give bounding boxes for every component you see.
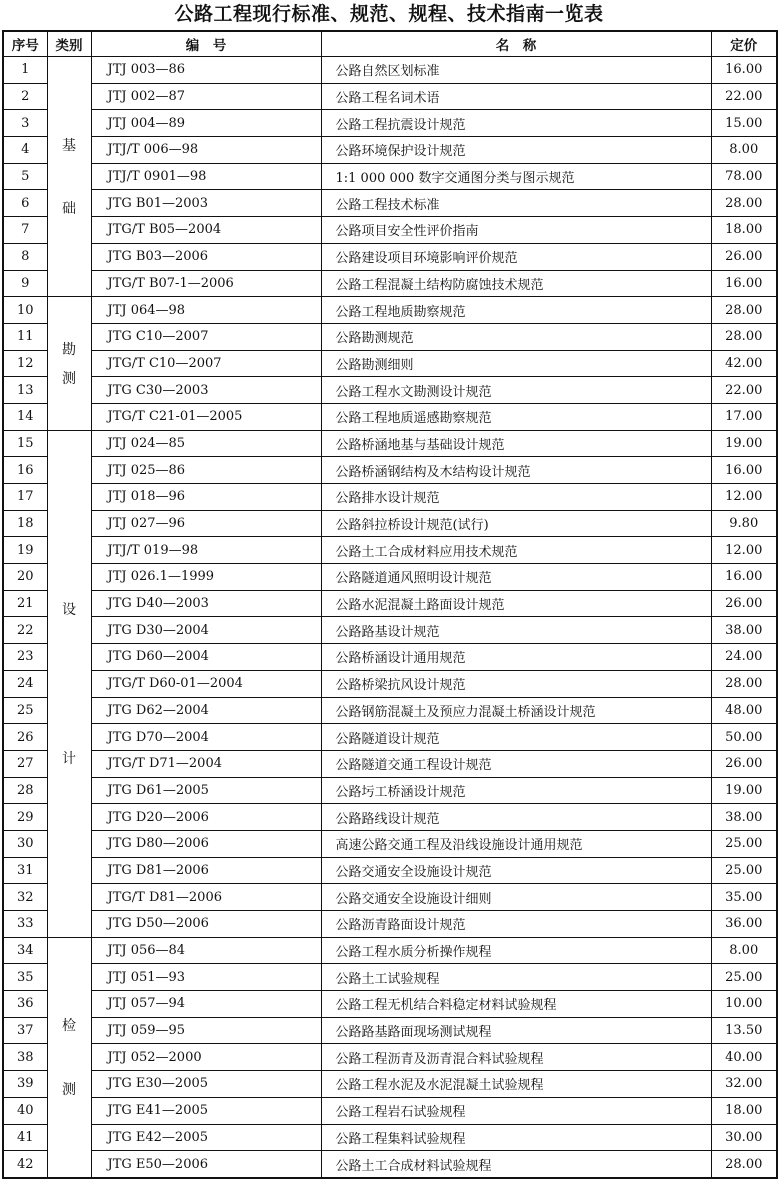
price: 28.00	[711, 670, 777, 697]
row-number: 13	[3, 377, 47, 404]
table-row	[3, 617, 777, 644]
price: 8.00	[711, 137, 777, 164]
price: 18.00	[711, 217, 777, 244]
standard-code: JTG C30—2003	[91, 377, 321, 404]
standard-name: 公路勘测规范	[321, 323, 711, 350]
standard-name: 公路桥梁抗风设计规范	[321, 670, 711, 697]
standard-code: JTG/T B07-1—2006	[91, 270, 321, 297]
standard-code: JTG D81—2006	[91, 857, 321, 884]
standard-name: 公路排水设计规范	[321, 484, 711, 511]
table-row	[3, 697, 777, 724]
header-price: 定价	[711, 31, 777, 57]
standard-code: JTJ 064—98	[91, 297, 321, 324]
price: 28.00	[711, 323, 777, 350]
standard-code: JTJ 026.1—1999	[91, 564, 321, 591]
table-row	[3, 724, 777, 751]
row-number: 19	[3, 537, 47, 564]
header-name: 名 称	[321, 31, 711, 57]
standard-code: JTJ 025—86	[91, 457, 321, 484]
standard-code: JTJ 004—89	[91, 110, 321, 137]
price: 28.00	[711, 1151, 777, 1178]
standard-code: JTJ 051—93	[91, 964, 321, 991]
standard-name: 公路路线设计规范	[321, 804, 711, 831]
standard-name: 公路路基路面现场测试规程	[321, 1017, 711, 1044]
table-body	[3, 57, 777, 1178]
table-row	[3, 964, 777, 991]
standard-name: 公路自然区划标准	[321, 57, 711, 84]
price: 19.00	[711, 430, 777, 457]
standard-code: JTG D62—2004	[91, 697, 321, 724]
row-number: 12	[3, 350, 47, 377]
standard-name: 公路土工合成材料试验规程	[321, 1151, 711, 1178]
price: 25.00	[711, 857, 777, 884]
standard-name: 公路环境保护设计规范	[321, 137, 711, 164]
table-row	[3, 1044, 777, 1071]
standard-code: JTJ 059—95	[91, 1017, 321, 1044]
price: 15.00	[711, 110, 777, 137]
standard-name: 公路工程集料试验规程	[321, 1124, 711, 1151]
price: 25.00	[711, 830, 777, 857]
price: 35.00	[711, 884, 777, 911]
price: 38.00	[711, 617, 777, 644]
row-number: 25	[3, 697, 47, 724]
price: 38.00	[711, 804, 777, 831]
table-row	[3, 430, 777, 457]
standard-name: 公路工程技术标准	[321, 190, 711, 217]
standard-code: JTG D80—2006	[91, 830, 321, 857]
standard-code: JTJ 056—84	[91, 937, 321, 964]
table-row	[3, 190, 777, 217]
standard-name: 公路工程混凝土结构防腐蚀技术规范	[321, 270, 711, 297]
category-char: 勘	[62, 341, 76, 358]
table-row	[3, 804, 777, 831]
price: 24.00	[711, 644, 777, 671]
row-number: 36	[3, 991, 47, 1018]
row-number: 20	[3, 564, 47, 591]
price: 42.00	[711, 350, 777, 377]
row-number: 34	[3, 937, 47, 964]
price: 10.00	[711, 991, 777, 1018]
table-row	[3, 670, 777, 697]
row-number: 6	[3, 190, 47, 217]
standard-name: 公路隧道交通工程设计规范	[321, 750, 711, 777]
standard-name: 公路斜拉桥设计规范(试行)	[321, 510, 711, 537]
standard-name: 公路建设项目环境影响评价规范	[321, 243, 711, 270]
row-number: 40	[3, 1097, 47, 1124]
table-row	[3, 750, 777, 777]
table-row	[3, 57, 777, 84]
row-number: 11	[3, 323, 47, 350]
standard-code: JTJ 057—94	[91, 991, 321, 1018]
standard-code: JTG/T B05—2004	[91, 217, 321, 244]
category-cell	[47, 937, 91, 1178]
table-row	[3, 1124, 777, 1151]
standard-code: JTG D40—2003	[91, 590, 321, 617]
standard-name: 公路工程抗震设计规范	[321, 110, 711, 137]
price: 8.00	[711, 937, 777, 964]
standard-name: 公路项目安全性评价指南	[321, 217, 711, 244]
standard-code: JTJ 002—87	[91, 83, 321, 110]
standard-code: JTJ 018—96	[91, 484, 321, 511]
table-row	[3, 217, 777, 244]
standard-name: 公路隧道通风照明设计规范	[321, 564, 711, 591]
table-row	[3, 830, 777, 857]
category-char: 测	[62, 371, 76, 388]
category-char: 检	[62, 1018, 76, 1035]
table-row	[3, 911, 777, 938]
table-row	[3, 1017, 777, 1044]
row-number: 24	[3, 670, 47, 697]
table-row	[3, 243, 777, 270]
table-row	[3, 884, 777, 911]
row-number: 4	[3, 137, 47, 164]
standard-name: 公路工程岩石试验规程	[321, 1097, 711, 1124]
price: 12.00	[711, 537, 777, 564]
table-row	[3, 83, 777, 110]
standard-name: 公路交通安全设施设计规范	[321, 857, 711, 884]
standard-code: JTG E30—2005	[91, 1071, 321, 1098]
row-number: 10	[3, 297, 47, 324]
table-row	[3, 350, 777, 377]
header-row	[3, 31, 777, 57]
table-row	[3, 377, 777, 404]
row-number: 33	[3, 911, 47, 938]
standard-name: 公路工程沥青及沥青混合料试验规程	[321, 1044, 711, 1071]
price: 50.00	[711, 724, 777, 751]
price: 9.80	[711, 510, 777, 537]
price: 78.00	[711, 163, 777, 190]
standard-name: 公路水泥混凝土路面设计规范	[321, 590, 711, 617]
standard-name: 公路钢筋混凝土及预应力混凝土桥涵设计规范	[321, 697, 711, 724]
row-number: 38	[3, 1044, 47, 1071]
price: 19.00	[711, 777, 777, 804]
price: 22.00	[711, 83, 777, 110]
table-row	[3, 644, 777, 671]
row-number: 42	[3, 1151, 47, 1178]
price: 16.00	[711, 457, 777, 484]
standard-name: 公路圬工桥涵设计规范	[321, 777, 711, 804]
standard-code: JTG D50—2006	[91, 911, 321, 938]
row-number: 31	[3, 857, 47, 884]
standard-name: 公路桥涵地基与基础设计规范	[321, 430, 711, 457]
standard-name: 公路勘测细则	[321, 350, 711, 377]
row-number: 7	[3, 217, 47, 244]
standard-name: 公路桥涵钢结构及木结构设计规范	[321, 457, 711, 484]
table-row	[3, 1071, 777, 1098]
standard-code: JTG E50—2006	[91, 1151, 321, 1178]
row-number: 9	[3, 270, 47, 297]
standard-code: JTG D60—2004	[91, 644, 321, 671]
page-title: 公路工程现行标准、规范、规程、技术指南一览表	[174, 3, 604, 25]
row-number: 8	[3, 243, 47, 270]
standard-name: 公路沥青路面设计规范	[321, 911, 711, 938]
category-char: 计	[62, 751, 76, 768]
standard-code: JTG D20—2006	[91, 804, 321, 831]
price: 17.00	[711, 403, 777, 430]
header-no: 序号	[3, 31, 47, 57]
standard-name: 公路工程无机结合料稳定材料试验规程	[321, 991, 711, 1018]
standard-name: 公路土工合成材料应用技术规范	[321, 537, 711, 564]
row-number: 23	[3, 644, 47, 671]
standard-name: 公路工程名词术语	[321, 83, 711, 110]
standards-table	[2, 30, 778, 1179]
row-number: 22	[3, 617, 47, 644]
row-number: 15	[3, 430, 47, 457]
table-row	[3, 1151, 777, 1178]
price: 16.00	[711, 270, 777, 297]
price: 30.00	[711, 1124, 777, 1151]
table-row	[3, 590, 777, 617]
row-number: 35	[3, 964, 47, 991]
standard-code: JTG/T C21-01—2005	[91, 403, 321, 430]
standard-name: 公路交通安全设施设计细则	[321, 884, 711, 911]
row-number: 17	[3, 484, 47, 511]
standard-code: JTJ 052—2000	[91, 1044, 321, 1071]
row-number: 32	[3, 884, 47, 911]
table-row	[3, 537, 777, 564]
row-number: 16	[3, 457, 47, 484]
row-number: 28	[3, 777, 47, 804]
standard-code: JTG E41—2005	[91, 1097, 321, 1124]
standard-code: JTJ 027—96	[91, 510, 321, 537]
table-row	[3, 297, 777, 324]
standard-code: JTG/T D81—2006	[91, 884, 321, 911]
standard-name: 高速公路交通工程及沿线设施设计通用规范	[321, 830, 711, 857]
standard-name: 公路工程水文勘测设计规范	[321, 377, 711, 404]
price: 48.00	[711, 697, 777, 724]
row-number: 37	[3, 1017, 47, 1044]
standard-name: 公路工程水质分析操作规程	[321, 937, 711, 964]
standard-name: 公路隧道设计规范	[321, 724, 711, 751]
table-row	[3, 991, 777, 1018]
header-code: 编 号	[91, 31, 321, 57]
price: 26.00	[711, 750, 777, 777]
table-row	[3, 163, 777, 190]
price: 18.00	[711, 1097, 777, 1124]
row-number: 5	[3, 163, 47, 190]
row-number: 27	[3, 750, 47, 777]
price: 25.00	[711, 964, 777, 991]
standard-code: JTG E42—2005	[91, 1124, 321, 1151]
standard-code: JTG/T D60-01—2004	[91, 670, 321, 697]
standard-code: JTG/T C10—2007	[91, 350, 321, 377]
table-row	[3, 857, 777, 884]
row-number: 41	[3, 1124, 47, 1151]
table-row	[3, 1097, 777, 1124]
table-row	[3, 510, 777, 537]
standard-name: 公路工程水泥及水泥混凝土试验规程	[321, 1071, 711, 1098]
row-number: 30	[3, 830, 47, 857]
row-number: 29	[3, 804, 47, 831]
table-row	[3, 110, 777, 137]
price: 16.00	[711, 57, 777, 84]
row-number: 39	[3, 1071, 47, 1098]
price: 13.50	[711, 1017, 777, 1044]
table-row	[3, 137, 777, 164]
category-cell	[47, 430, 91, 937]
standard-name: 1:1 000 000 数字交通图分类与图示规范	[321, 163, 711, 190]
row-number: 18	[3, 510, 47, 537]
price: 12.00	[711, 484, 777, 511]
price: 32.00	[711, 1071, 777, 1098]
table-row	[3, 937, 777, 964]
table-row	[3, 564, 777, 591]
standard-name: 公路工程地质勘察规范	[321, 297, 711, 324]
row-number: 3	[3, 110, 47, 137]
category-char: 测	[62, 1082, 76, 1099]
category-cell	[47, 57, 91, 297]
table-row	[3, 484, 777, 511]
table-row	[3, 457, 777, 484]
category-cell	[47, 297, 91, 430]
price: 16.00	[711, 564, 777, 591]
standard-code: JTJ 024—85	[91, 430, 321, 457]
price: 36.00	[711, 911, 777, 938]
table-row	[3, 403, 777, 430]
standard-code: JTG B03—2006	[91, 243, 321, 270]
row-number: 2	[3, 83, 47, 110]
standard-name: 公路桥涵设计通用规范	[321, 644, 711, 671]
row-number: 21	[3, 590, 47, 617]
row-number: 1	[3, 57, 47, 84]
standard-code: JTG D30—2004	[91, 617, 321, 644]
standard-code: JTJ/T 019—98	[91, 537, 321, 564]
standard-name: 公路土工试验规程	[321, 964, 711, 991]
standard-code: JTJ/T 0901—98	[91, 163, 321, 190]
price: 28.00	[711, 190, 777, 217]
row-number: 14	[3, 403, 47, 430]
standard-code: JTG B01—2003	[91, 190, 321, 217]
header-category: 类别	[47, 31, 91, 57]
row-number: 26	[3, 724, 47, 751]
standard-name: 公路路基设计规范	[321, 617, 711, 644]
price: 28.00	[711, 297, 777, 324]
table-row	[3, 777, 777, 804]
table-row	[3, 270, 777, 297]
standard-name: 公路工程地质遥感勘察规范	[321, 403, 711, 430]
price: 26.00	[711, 243, 777, 270]
standard-code: JTJ 003—86	[91, 57, 321, 84]
standard-code: JTG D61—2005	[91, 777, 321, 804]
table-row	[3, 323, 777, 350]
price: 40.00	[711, 1044, 777, 1071]
category-char: 基	[62, 137, 76, 154]
price: 22.00	[711, 377, 777, 404]
category-char: 设	[62, 601, 76, 618]
category-char: 础	[62, 201, 76, 218]
standard-code: JTG D70—2004	[91, 724, 321, 751]
standard-code: JTJ/T 006—98	[91, 137, 321, 164]
price: 26.00	[711, 590, 777, 617]
standard-code: JTG/T D71—2004	[91, 750, 321, 777]
standard-code: JTG C10—2007	[91, 323, 321, 350]
